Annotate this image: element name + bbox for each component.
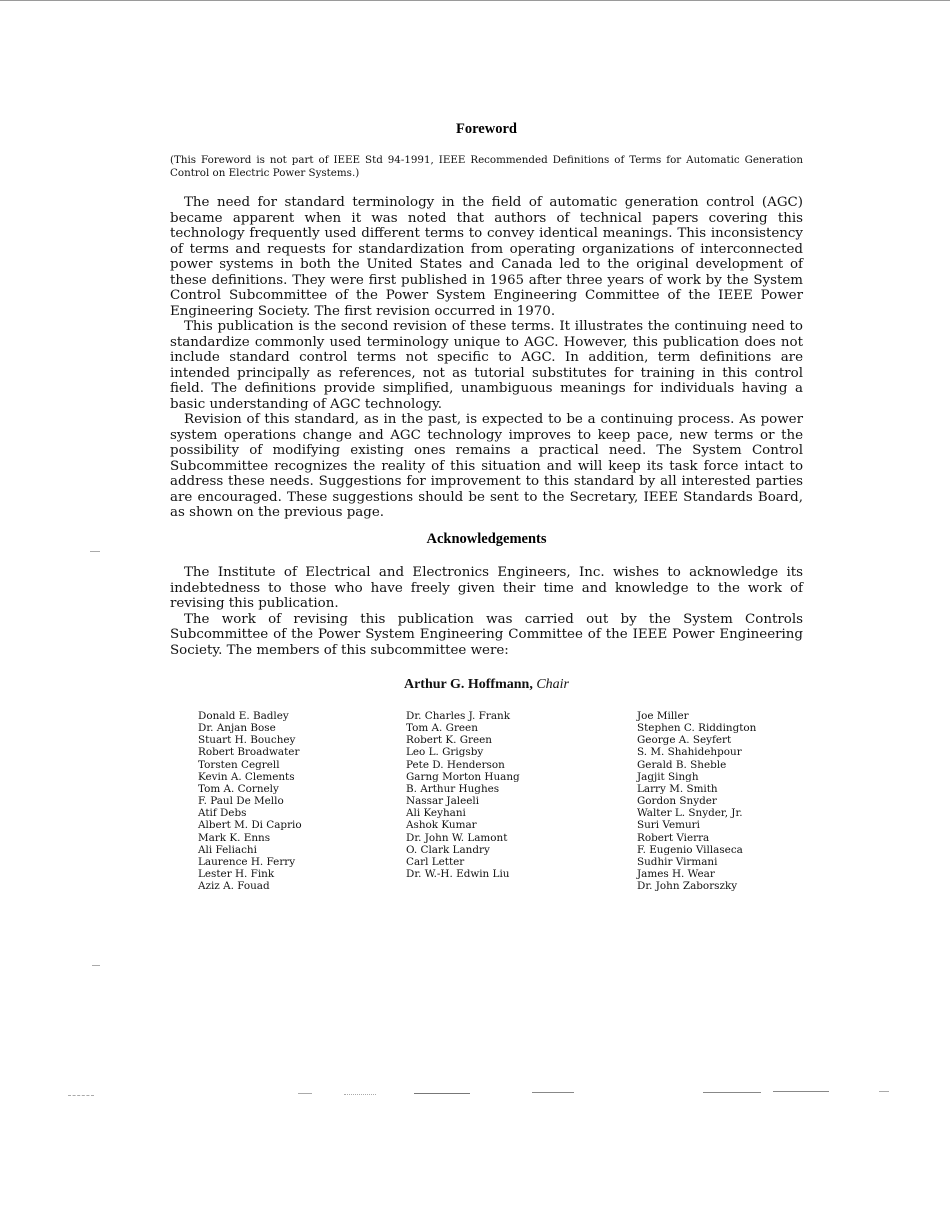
foreword-paragraph: The need for standard terminology in the field of automatic generation control (AGC) became apparent when it was noted that authors of technical papers covering this technology frequently used different terms to convey identical meanings. This inconsistency of terms and requests for standardization from operating organizations of interconnected power systems in both the United States and Canada led to the original development of these definitions. They were first published in 1965 after three years of work by the System Control Subcommittee of the Power System Engineering Committee of the IEEE Power Engineering Society. The first revision occurred in 1970. (170, 195, 803, 319)
scan-mark (414, 1093, 470, 1094)
member-name: Gerald B. Sheble (637, 758, 727, 771)
scan-mark (703, 1092, 761, 1093)
foreword-paragraph: Revision of this standard, as in the past, is expected to be a continuing process. As power system operations change and AGC technology improves to keep pace, new terms or the possibility of modifying existing ones remains a practical need. The System Control Subcommittee recognizes the reality of this situation and will keep its task force intact to address these needs. Suggestions for improvement to this standard by all interested parties are encouraged. These suggestions should be sent to the Secretary, IEEE Standards Board, as shown on the previous page. (170, 412, 803, 520)
scan-mark (92, 965, 100, 966)
member-name: Dr. Anjan Bose (198, 722, 276, 735)
scan-mark (344, 1094, 376, 1095)
foreword-paragraph: This publication is the second revision of these terms. It illustrates the continuing need to standardize commonly used terminology unique to AGC. However, this publication does not include standard control terms not specific to AGC. In addition, term definitions are intended principally as references, not as tutorial substitutes for training in this control field. The definitions provide simplified, unambiguous meanings for individuals having a basic understanding of AGC technology. (170, 319, 803, 412)
scan-mark (532, 1092, 574, 1093)
member-name: Pete D. Henderson (406, 758, 505, 771)
member-name: F. Eugenio Villaseca (637, 843, 743, 856)
member-name: Gordon Snyder (637, 795, 717, 808)
member-list-column-1 (198, 710, 302, 892)
member-name: O. Clark Landry (406, 843, 490, 856)
member-name: Robert K. Green (406, 734, 492, 747)
scan-mark (879, 1091, 889, 1092)
acknowledgements-paragraph: The work of revising this publication was carried out by the System Controls Subcommittee of the Power System Engineering Committee of the IEEE Power Engineering Society. The members of this subcommittee were: (170, 611, 803, 658)
member-name: Garng Morton Huang (406, 770, 520, 783)
acknowledgements-body (170, 565, 803, 658)
member-name: Ali Feliachi (198, 843, 257, 856)
member-name: Walter L. Snyder, Jr. (637, 807, 743, 820)
member-name: Tom A. Green (406, 722, 478, 735)
member-name: James H. Wear (637, 868, 715, 881)
member-name: S. M. Shahidehpour (637, 746, 742, 759)
member-name: Atif Debs (198, 807, 247, 820)
member-name: Kevin A. Clements (198, 770, 295, 783)
member-name: Tom A. Cornely (198, 782, 279, 795)
member-name: F. Paul De Mello (198, 795, 284, 808)
member-name: Dr. W.-H. Edwin Liu (406, 868, 510, 881)
member-name: Dr. Charles J. Frank (406, 710, 510, 722)
chair-line (170, 677, 803, 693)
member-name: Stephen C. Riddington (637, 722, 757, 735)
member-name: Robert Vierra (637, 831, 710, 844)
member-name: Sudhir Virmani (637, 855, 718, 868)
member-name: Dr. John Zaborszky (637, 880, 738, 893)
member-name: Lester H. Fink (198, 868, 275, 881)
member-name: Joe Miller (637, 710, 689, 722)
member-name: Donald E. Badley (198, 710, 289, 722)
member-name: Laurence H. Ferry (198, 855, 296, 868)
member-name: Dr. John W. Lamont (406, 831, 508, 844)
member-name: B. Arthur Hughes (406, 782, 500, 795)
chair-role: Chair (536, 677, 570, 692)
member-name: Ashok Kumar (406, 819, 477, 832)
member-name: Albert M. Di Caprio (198, 819, 302, 832)
member-list-column-2 (406, 710, 520, 880)
scan-mark (90, 551, 100, 552)
member-name: Suri Vemuri (637, 819, 700, 832)
member-name: Jagjit Singh (637, 770, 699, 783)
scan-mark (773, 1091, 829, 1092)
member-name: George A. Seyfert (637, 734, 732, 747)
acknowledgements-paragraph: The Institute of Electrical and Electronics Engineers, Inc. wishes to acknowledge its indebtedness to those who have freely given their time and knowledge to the work of revising this publication. (170, 565, 803, 611)
foreword-body (170, 195, 803, 521)
member-name: Carl Letter (406, 855, 465, 868)
member-name: Stuart H. Bouchey (198, 734, 296, 747)
member-name: Mark K. Enns (198, 831, 271, 844)
member-name: Ali Keyhani (406, 807, 466, 820)
scan-mark (298, 1093, 312, 1094)
foreword-heading: Foreword (456, 121, 517, 137)
member-name: Leo L. Grigsby (406, 746, 484, 759)
member-name: Larry M. Smith (637, 782, 718, 795)
member-list-column-3 (637, 710, 756, 892)
scan-mark (68, 1095, 94, 1096)
member-name: Nassar Jaleeli (406, 795, 480, 808)
member-name: Aziz A. Fouad (198, 880, 270, 893)
chair-name: Arthur G. Hoffmann, (403, 677, 533, 692)
member-name: Torsten Cegrell (198, 758, 280, 771)
acknowledgements-heading: Acknowledgements (426, 531, 547, 547)
member-name: Robert Broadwater (198, 746, 300, 759)
foreword-note: (This Foreword is not part of IEEE Std 94-1991, IEEE Recommended Definitions of Terms for Automatic Generation Control on Electric Power Systems.) (170, 154, 803, 179)
